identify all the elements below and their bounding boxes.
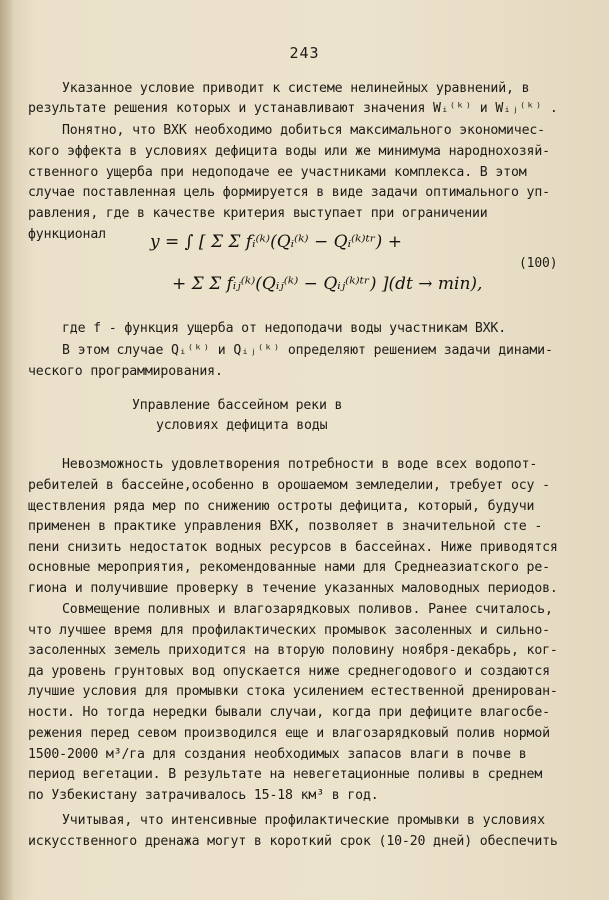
- formula-line-2: + Σ Σ fᵢⱼ⁽ᵏ⁾(Qᵢⱼ⁽ᵏ⁾ − Qᵢⱼ⁽ᵏ⁾ᵗʳ) ](dt → min),: [172, 274, 483, 294]
- text-line: Учитывая, что интенсивные профилактические промывки в условиях: [62, 813, 545, 828]
- text-line: случае поставленная цель формируется в виде задачи оптимального уп-: [28, 185, 550, 200]
- text-line: пени снизить недостаток водных ресурсов в бассейнах. Ниже приводятся: [28, 540, 558, 555]
- text-line: В этом случае Qᵢ⁽ᵏ⁾ и Qᵢⱼ⁽ᵏ⁾ определяют решением задачи динами-: [62, 343, 553, 358]
- text-line: 1500-2000 м³/га для создания необходимых запасов влаги в почве в: [28, 747, 527, 762]
- text-line: ственного ущерба при недоподаче ее участниками комплекса. В этом: [28, 165, 527, 180]
- text-line: функционал: [28, 227, 106, 242]
- text-line: лучшие условия для промывки стока усилением естественной дренирован-: [28, 684, 558, 699]
- text-line: Понятно, что ВХК необходимо добиться максимального экономичес-: [62, 123, 545, 138]
- text-line: ности. Но тогда нередки бывали случаи, когда при дефиците влагосбе-: [28, 705, 550, 720]
- equation-number: (100): [519, 256, 558, 271]
- text-line: ческого программирования.: [28, 364, 223, 379]
- text-line: ребителей в бассейне,особенно в орошаемом земледелии, требует осу -: [28, 478, 550, 493]
- text-line: где f - функция ущерба от недоподачи воды участникам ВХК.: [62, 321, 507, 336]
- text-line: Невозможность удовлетворения потребности в воде всех водопот-: [62, 457, 538, 472]
- binding-shadow: [0, 0, 14, 900]
- text-line: режения перед севом производился еще и влагозарядковый полив нормой: [28, 726, 550, 741]
- formula-line-1: y = ∫ [ Σ Σ fᵢ⁽ᵏ⁾(Qᵢ⁽ᵏ⁾ − Qᵢ⁽ᵏ⁾ᵗʳ) +: [150, 232, 402, 252]
- text-line: основные мероприятия, рекомендованные нами для Среднеазиатского ре-: [28, 560, 550, 575]
- text-line: Указанное условие приводит к системе нелинейных уравнений, в: [62, 81, 530, 96]
- text-line: гиона и получившие проверку в течение указанных маловодных периодов.: [28, 581, 558, 596]
- text-line: по Узбекистану затрачивалось 15-18 км³ в год.: [28, 788, 379, 803]
- section-heading-line-2: условиях дефицита воды: [156, 418, 328, 433]
- text-line: период вегетации. В результате на невегетационные поливы в среднем: [28, 767, 543, 782]
- text-line: искусственного дренажа могут в короткий срок (10-20 дней) обеспечить: [28, 834, 558, 849]
- text-line: засоленных земель приходится на вторую половину ноября-декабрь, ког-: [28, 643, 558, 658]
- text-line: равления, где в качестве критерия выступает при ограничении: [28, 206, 488, 221]
- text-line: применен в практике управления ВХК, позволяет в значительной сте -: [28, 519, 543, 534]
- page-number: 243: [289, 44, 320, 62]
- text-line: Совмещение поливных и влагозарядковых поливов. Ранее считалось,: [62, 602, 553, 617]
- text-line: да уровень грунтовых вод опускается ниже среднегодового и создаются: [28, 664, 550, 679]
- section-heading-line-1: Управление бассейном реки в: [132, 398, 343, 413]
- text-line: что лучшее время для профилактических промывок засоленных и сильно-: [28, 623, 550, 638]
- text-line: ществления ряда мер по снижению остроты дефицита, который, будучи: [28, 499, 535, 514]
- text-line: результате решения которых и устанавливают значения Wᵢ⁽ᵏ⁾ и Wᵢⱼ⁽ᵏ⁾ .: [28, 101, 558, 116]
- text-line: кого эффекта в условиях дефицита воды или же минимума народнохозяй-: [28, 144, 550, 159]
